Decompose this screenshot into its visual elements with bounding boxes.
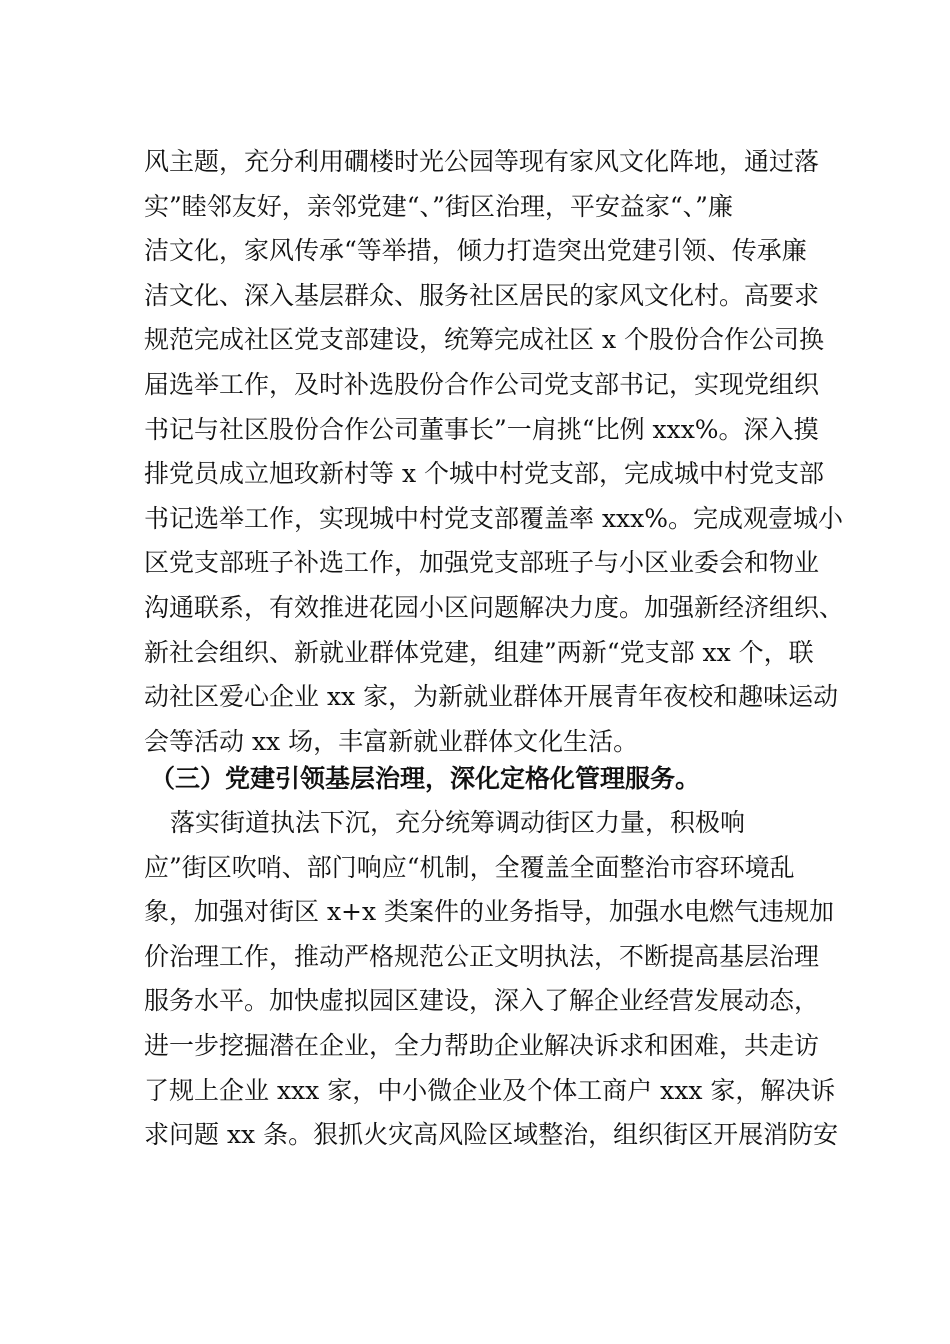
paragraph-line: 应”街区吹哨、部门响应“机制，全覆盖全面整治市容环境乱 bbox=[144, 852, 795, 882]
paragraph-line: 进一步挖掘潜在企业，全力帮助企业解决诉求和困难，共走访 bbox=[144, 1030, 820, 1060]
paragraph-line: 排党员成立旭玫新村等 x 个城中村党支部，完成城中村党支部 bbox=[144, 459, 824, 489]
section-heading: （三）党建引领基层治理，深化定格化管理服务。 bbox=[150, 764, 701, 793]
paragraph-line: 沟通联系，有效推进花园小区问题解决力度。加强新经济组织、 bbox=[144, 592, 845, 622]
paragraph-line: 服务水平。加快虚拟园区建设，深入了解企业经营发展动态， bbox=[144, 986, 820, 1016]
paragraph-2 bbox=[144, 801, 844, 1158]
paragraph-first-line: 落实街道执法下沉，充分统筹调动街区力量，积极响 bbox=[170, 808, 746, 837]
paragraph-line: 求问题 xx 条。狠抓火灾高风险区域整治，组织街区开展消防安 bbox=[144, 1120, 839, 1150]
paragraph-line: 书记与社区股份合作公司董事长”一肩挑“比例 xxx%。深入摸 bbox=[144, 414, 819, 444]
paragraph-line: 洁文化、深入基层群众、服务社区居民的家风文化村。高要求 bbox=[144, 280, 820, 310]
paragraph-line: 会等活动 xx 场，丰富新就业群体文化生活。 bbox=[144, 726, 639, 756]
paragraph-line: 象，加强对街区 x+x 类案件的业务指导，加强水电燃气违规加 bbox=[144, 897, 835, 927]
paragraph-line: 书记选举工作，实现城中村党支部覆盖率 xxx%。完成观壹城小 bbox=[144, 503, 844, 533]
paragraph-1 bbox=[144, 140, 844, 764]
paragraph-line: 了规上企业 xxx 家，中小微企业及个体工商户 xxx 家，解决诉 bbox=[144, 1075, 836, 1105]
paragraph-line: 区党支部班子补选工作，加强党支部班子与小区业委会和物业 bbox=[144, 548, 820, 578]
paragraph-line: 动社区爱心企业 xx 家，为新就业群体开展青年夜校和趣味运动 bbox=[144, 682, 839, 712]
paragraph-line: 风主题，充分利用礀楼时光公园等现有家风文化阵地，通过落 bbox=[144, 147, 820, 176]
section-heading-block bbox=[144, 757, 844, 802]
paragraph-line: 届选举工作，及时补选股份合作公司党支部书记，实现党组织 bbox=[144, 369, 820, 399]
paragraph-line: 规范完成社区党支部建设，统筹完成社区 x 个股份合作公司换 bbox=[144, 325, 824, 355]
paragraph-line: 实”睦邻友好，亲邻党建“、”街区治理，平安益家“、”廉 bbox=[144, 191, 733, 221]
paragraph-line: 洁文化，家风传承“等举措，倾力打造突出党建引领、传承廉 bbox=[144, 236, 807, 266]
paragraph-line: 价治理工作，推动严格规范公正文明执法，不断提高基层治理 bbox=[144, 941, 820, 971]
paragraph-line: 新社会组织、新就业群体党建，组建”两新“党支部 xx 个，联 bbox=[144, 637, 814, 667]
